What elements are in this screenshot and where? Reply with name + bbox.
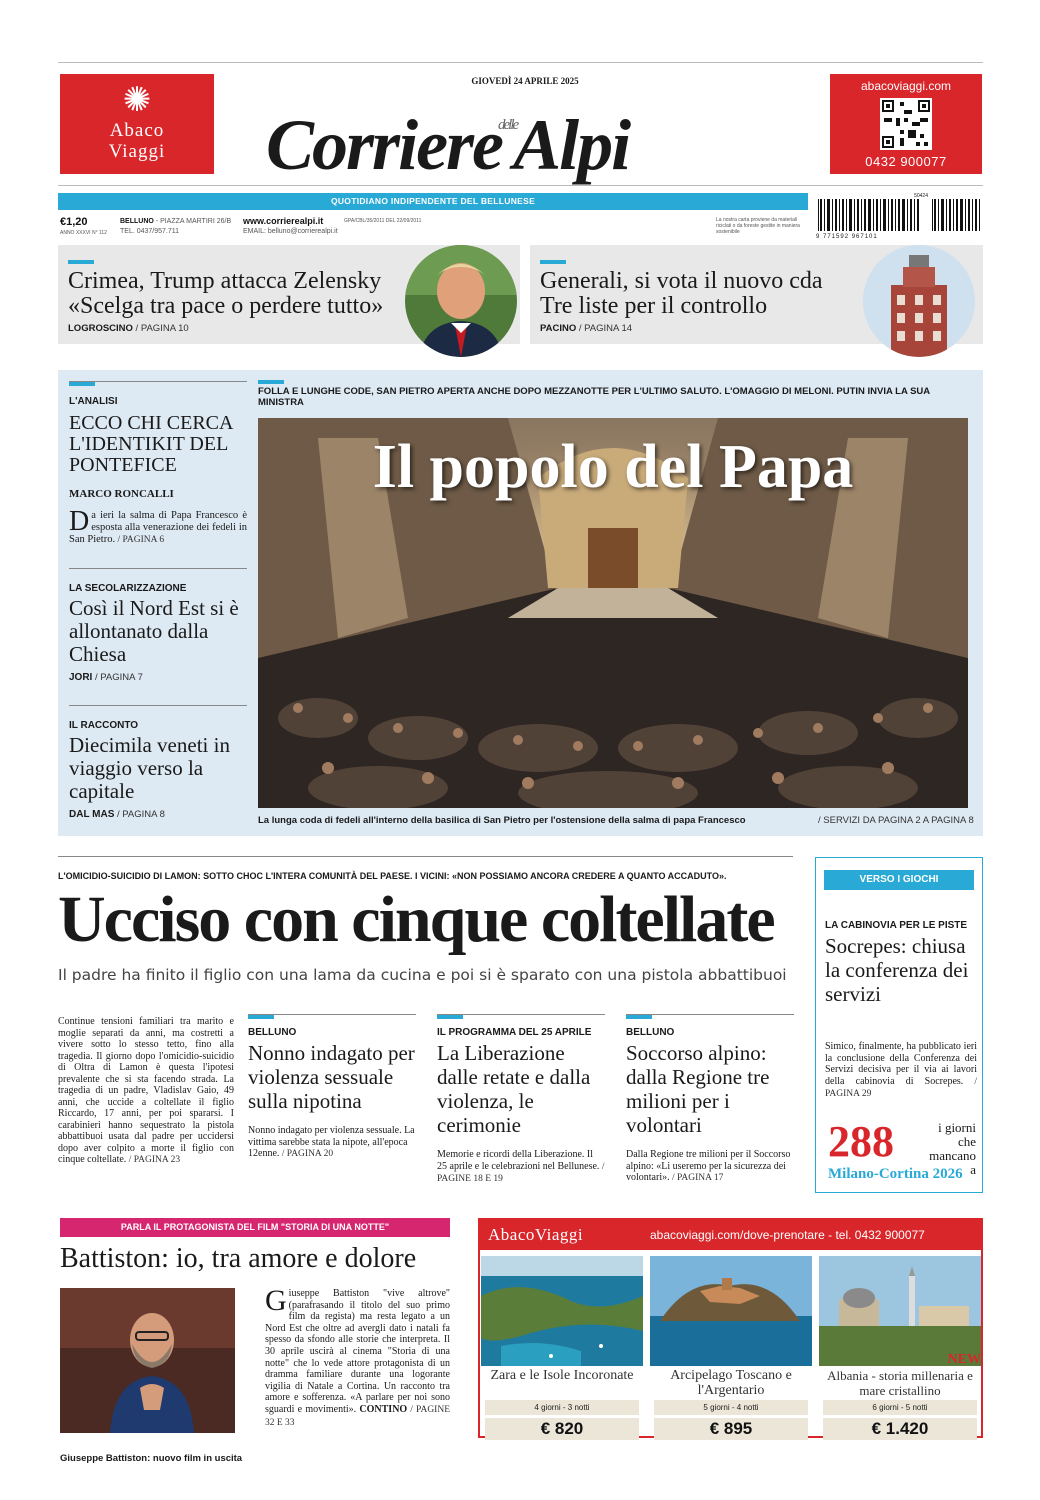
zara-photo <box>481 1256 643 1366</box>
newspaper-logo[interactable] <box>266 84 756 185</box>
trip-zara[interactable] <box>481 1256 643 1436</box>
trip-name: Zara e le Isole Incoronate <box>490 1368 634 1383</box>
photo-caption: La lunga coda di fedeli all'interno della basilica di San Pietro per l'ostensione della salma di papa Francesco <box>258 815 746 826</box>
battiston-headline[interactable]: Battiston: io, tra amore e dolore <box>60 1243 417 1274</box>
address <box>120 218 231 225</box>
logo-corriere: Corriere <box>266 105 502 185</box>
side-byline <box>69 672 247 683</box>
accent-rule <box>258 380 284 384</box>
trip-name: Albania - storia millenaria e mare cristallino <box>827 1368 973 1398</box>
trip-duration: 6 giorni - 5 notti <box>823 1400 977 1415</box>
trip-price: € 895 <box>654 1418 808 1440</box>
story-body <box>626 1149 794 1185</box>
abaco-viaggi-ad-bottom[interactable] <box>478 1218 983 1438</box>
accent-rule <box>69 382 95 386</box>
top-story-trump[interactable] <box>58 245 520 344</box>
ad-url[interactable]: abacoviaggi.com/dove-prenotare - tel. 0432 900077 <box>650 1228 925 1242</box>
side-story-analisi[interactable] <box>69 381 247 546</box>
story-nonno[interactable] <box>248 1014 416 1161</box>
olympics-sidebar[interactable] <box>815 857 983 1193</box>
story-body-text: Dalla Regione tre milioni per il Soccorso alpino: «Li useremo per la sicurezza dei volontari». <box>626 1149 791 1183</box>
crime-kicker: L'OMICIDIO-SUICIDIO DI LAMON: SOTTO CHOC L'INTERA COMUNITÀ DEL PAESE. I VICINI: «NON POSSIAMO ANCORA CREDERE A QUANTO ACCADUTO». <box>58 871 727 881</box>
phone: TEL. 0437/957.711 <box>120 228 180 235</box>
sun-logo-icon: ✺ <box>122 81 152 119</box>
barcode-bottom: 9 771592 967101 <box>816 234 878 240</box>
side-byline <box>69 809 247 820</box>
accent-rule <box>626 1015 652 1019</box>
accent-rule <box>540 260 566 264</box>
story-headline: La Liberazione dalle retate e dalla violenza, le cerimonie <box>437 1041 591 1137</box>
top-story-byline <box>68 323 189 334</box>
top-story-headline: Generali, si vota il nuovo cda Tre liste per il controllo <box>540 268 823 319</box>
postal-registration: GPA/CBL/35/2011 DEL 22/09/2011 <box>344 218 422 224</box>
side-kicker: LA SECOLARIZZAZIONE <box>69 583 187 594</box>
page-ref: / PAGINA 17 <box>669 1173 724 1183</box>
issue-number: ANNO XXXVI N° 112 <box>60 230 107 236</box>
albania-photo <box>819 1256 981 1366</box>
sidebar-tag: VERSO I GIOCHI <box>824 870 974 890</box>
page-ref: / PAGINA 14 <box>576 323 633 334</box>
page-ref: / PAGINA 23 <box>126 1155 181 1165</box>
sidebar-body-text: Simico, finalmente, ha pubblicato ieri la conclusione della Conferenza dei Servizi decisiva per il via ai lavori della cabinovia di Socrepes. <box>825 1041 977 1087</box>
info-row <box>58 214 808 238</box>
barcode <box>816 193 982 238</box>
abaco-viaggi-ad-left[interactable] <box>60 74 214 174</box>
ad-phone: 0432 900077 <box>865 154 947 169</box>
accent-rule <box>68 260 94 264</box>
top-story-headline: Crimea, Trump attacca Zelensky «Scelga tra pace o perdere tutto» <box>68 268 384 319</box>
barcode-top: 50424 <box>914 193 928 199</box>
ad-brand-line2: Viaggi <box>108 141 166 162</box>
side-headline: Così il Nord Est si è allontanato dalla Chiesa <box>69 596 239 666</box>
side-headline: ECCO CHI CERCA L'IDENTIKIT DEL PONTEFICE <box>69 412 233 476</box>
page-ref: / PAGINA 7 <box>92 672 143 683</box>
tagline-bar: QUOTIDIANO INDIPENDENTE DEL BELLUNESE <box>58 193 808 210</box>
page-ref: / PAGINA 29 <box>825 1076 977 1099</box>
story-body <box>248 1125 416 1161</box>
cover-price: €1,20 <box>60 216 88 228</box>
side-story-secolarizzazione[interactable] <box>69 568 247 683</box>
crime-subhead: Il padre ha finito il figlio con una lama da cucina e poi si è sparato con una pistola abbattibuoi <box>58 966 787 984</box>
email-link[interactable]: EMAIL: belluno@corrierealpi.it <box>243 228 338 235</box>
trip-name: Arcipelago Toscano e l'Argentario <box>670 1368 792 1398</box>
story-kicker: IL PROGRAMMA DEL 25 APRILE <box>437 1027 592 1038</box>
new-badge: NEW <box>947 1352 981 1367</box>
story-headline: Soccorso alpino: dalla Regione tre milioni per i volontari <box>626 1041 770 1137</box>
top-story-generali[interactable] <box>530 245 983 344</box>
address-street: - PIAZZA MARTIRI 26/B <box>153 218 232 225</box>
crime-body <box>58 1016 234 1167</box>
trip-price: € 820 <box>485 1418 639 1440</box>
accent-rule <box>437 1015 463 1019</box>
top-story-byline <box>540 323 632 334</box>
services-page-ref: / SERVIZI DA PAGINA 2 A PAGINA 8 <box>818 815 974 826</box>
side-body-text: a ieri la salma di Papa Francesco è esposta alla venerazione dei fedeli in San Pietro. <box>69 510 247 545</box>
divider <box>58 856 793 857</box>
issue-date: GIOVEDÌ 24 APRILE 2025 <box>471 76 579 86</box>
battiston-body <box>265 1284 451 1429</box>
crime-headline[interactable]: Ucciso con cinque coltellate <box>58 883 774 956</box>
story-kicker: BELLUNO <box>248 1027 297 1038</box>
dropcap: G <box>265 1284 287 1317</box>
trip-arcipelago-toscano[interactable] <box>650 1256 812 1436</box>
toscano-photo <box>650 1256 812 1366</box>
battiston-caption: Giuseppe Battiston: nuovo film in uscita <box>60 1453 243 1464</box>
author: CONTINO <box>359 1403 408 1415</box>
author: JORI <box>69 672 93 683</box>
days-count: 288 <box>828 1117 894 1166</box>
trip-price: € 1.420 <box>823 1418 977 1440</box>
trip-duration: 4 giorni - 3 notti <box>485 1400 639 1415</box>
days-count-label: i giorni che mancano a <box>929 1120 976 1177</box>
side-kicker: IL RACCONTO <box>69 720 139 731</box>
accent-rule <box>248 1015 274 1019</box>
story-liberazione[interactable] <box>437 1014 605 1186</box>
story-body-text: Nonno indagato per violenza sessuale. La vittima sarebbe stata la nipote, all'epoca 12enne. <box>248 1125 415 1159</box>
ad-brand: AbacoViaggi <box>488 1225 584 1244</box>
dropcap: D <box>69 506 90 537</box>
website-link[interactable]: www.corrierealpi.it <box>243 216 324 226</box>
sidebar-kicker: LA CABINOVIA PER LE PISTE <box>825 920 968 931</box>
logo-delle: delle <box>498 117 518 133</box>
page-ref: / PAGINA 20 <box>279 1149 334 1159</box>
lead-kicker: FOLLA E LUNGHE CODE, SAN PIETRO APERTA ANCHE DOPO MEZZANOTTE PER L'ULTIMO SALUTO. L'OMAGGIO DI MELONI. PUTIN INVIA LA SUA MINISTRA <box>258 386 930 408</box>
divider <box>69 381 247 382</box>
story-soccorso[interactable] <box>626 1014 794 1185</box>
page-ref: / PAGINE 18 E 19 <box>437 1161 605 1184</box>
address-city: BELLUNO <box>120 218 154 225</box>
side-author: MARCO RONCALLI <box>69 488 174 500</box>
page-ref: / PAGINA 6 <box>115 535 165 545</box>
sidebar-body <box>825 1041 977 1101</box>
generali-building-photo <box>863 245 975 357</box>
page-ref: / PAGINE 32 E 33 <box>265 1404 451 1428</box>
story-body <box>437 1149 605 1186</box>
sidebar-headline: Socrepes: chiusa la conferenza dei servizi <box>825 934 969 1006</box>
side-body <box>69 506 247 546</box>
story-headline: Nonno indagato per violenza sessuale sulla nipotina <box>248 1041 415 1113</box>
qr-code-icon <box>880 98 932 150</box>
abaco-viaggi-ad-right[interactable] <box>830 74 982 174</box>
author: DAL MAS <box>69 809 115 820</box>
author: LOGROSCINO <box>68 323 133 334</box>
divider <box>69 705 247 706</box>
paper-note: La nostra carta proviene da materiali riciclati o da foreste gestite in maniera sostenibile <box>716 217 800 235</box>
divider <box>69 568 247 569</box>
battiston-body-text: iuseppe Battiston "vive altrove" (parafrasando il titolo del suo primo film da regista) ma resta legato a un Nord Est che oltre ad avergli dato i natali fa spesso da sfondo alle storie che interpreta. Il 30 aprile uscirà al cinema "Storia di una notte" che lo vede attore protagonista di un dramma familiare durante una logorante vigilia di Natale a Cortina. Un racconto tra amore e sofferenza. «A parlare per noi sono sguardi e movimenti». <box>265 1288 450 1415</box>
side-story-racconto[interactable] <box>69 705 247 820</box>
story-kicker: BELLUNO <box>626 1027 675 1038</box>
author: PACINO <box>540 323 577 334</box>
ad-header-bar <box>480 1220 981 1250</box>
battiston-photo[interactable] <box>60 1288 235 1433</box>
barcode-bars-icon <box>816 199 982 231</box>
story-body-text: Memorie e ricordi della Liberazione. Il 25 aprile e le celebrazioni nel Bellunese. <box>437 1149 600 1172</box>
crime-body-text: Continue tensioni familiari tra marito e moglie separati da anni, ma costretti a vivere sotto lo stesso tetto, fino alla tragedia. Il giorno dopo l'omicidio-suicidio di Oltra di Lamon è questa l'ipotesi prevalente che si sta facendo strada. La tragedia di un padre, Vladislav Gaio, 49 anni, che uccide a coltellate il figlio Riccardo, 17 anni, per poi spararsi. I carabinieri hanno sequestrato la pistola abbattibuoi usata dal padre per uccidersi dopo aver colpito a morte il figlio con cinque coltellate. <box>58 1016 234 1165</box>
page-ref: / PAGINA 10 <box>132 323 189 334</box>
battiston-tag: PARLA IL PROTAGONISTA DEL FILM "STORIA DI UNA NOTTE" <box>60 1218 450 1237</box>
logo-alpi: Alpi <box>513 105 630 185</box>
side-headline: Diecimila veneti in viaggio verso la capitale <box>69 733 230 803</box>
trump-photo <box>405 245 517 357</box>
side-kicker: L'ANALISI <box>69 396 118 407</box>
trip-albania[interactable] <box>819 1256 981 1436</box>
page-ref: / PAGINA 8 <box>114 809 165 820</box>
lead-headline: Il popolo del Papa <box>372 433 854 501</box>
event-name: Milano-Cortina 2026 <box>828 1166 963 1182</box>
ad-site: abacoviaggi.com <box>860 79 952 93</box>
ad-brand-line1: Abaco <box>109 120 165 141</box>
trip-duration: 5 giorni - 4 notti <box>654 1400 808 1415</box>
